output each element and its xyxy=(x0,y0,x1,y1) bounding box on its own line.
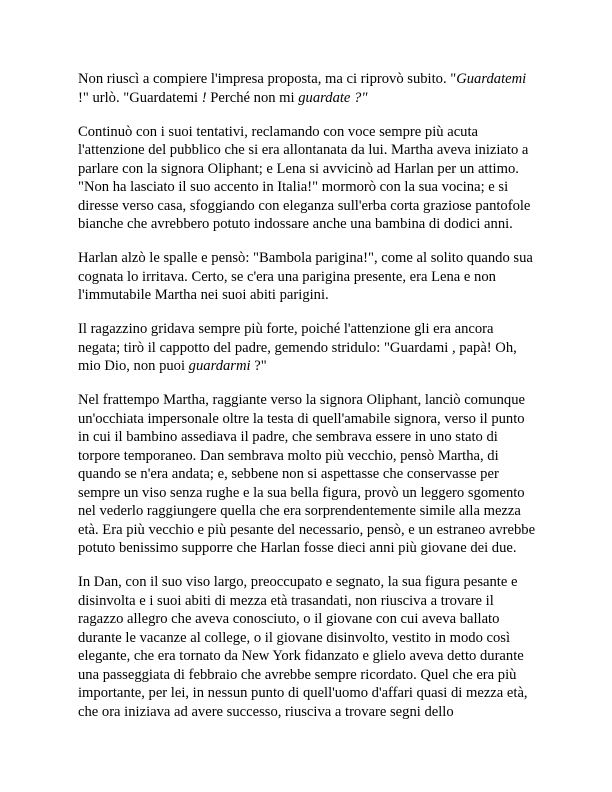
italic-run: guardate ?" xyxy=(298,89,368,106)
text-run: papà! Oh, mio Dio, non puoi xyxy=(78,339,517,374)
text-run: ?" xyxy=(250,358,267,374)
text-run: Il ragazzino gridava sempre più forte, poiché l'attenzione gli era ancora negata; tirò il cappotto del padre, gemendo stridulo: "Guardami xyxy=(78,321,494,356)
paragraph-1 xyxy=(78,70,538,107)
document-page xyxy=(78,70,538,737)
text-run: Perché non mi xyxy=(206,89,299,106)
italic-run: ! xyxy=(201,89,207,106)
italic-run: , xyxy=(451,339,456,356)
text-run: Continuò con i suoi tentativi, reclamando con voce sempre più acuta l'attenzione del pubblico che si era allontanata da lui. Martha aveva iniziato a parlare con la signora Oliphant; e Lena si avvicinò ad Harlan per un attimo. "Non ha lasciato il suo accento in Italia!" mormorò con la sua vocina; e si diresse verso casa, sfoggiando con eleganza sull'erba corta graziose pantofole bianche che avrebbero potuto indossare anche una bambina di dodici anni. xyxy=(78,123,531,232)
text-run: Non riuscì a compiere l'impresa proposta, ma ci riprovò subito. " xyxy=(78,71,457,87)
paragraph-2 xyxy=(78,123,538,234)
paragraph-4 xyxy=(78,320,538,376)
text-run: Harlan alzò le spalle e pensò: "Bambola parigina!", come al solito quando sua cognata lo irritava. Certo, se c'era una parigina presente, era Lena e non l'immutabile Martha nei suoi abiti parigini. xyxy=(78,250,533,303)
text-run: Nel frattempo Martha, raggiante verso la signora Oliphant, lanciò comunque un'occhiata impersonale oltre la testa di quell'amabile signora, verso il punto in cui il bambino assediava il padre, che sembrava essere in uno stato di torpore temporaneo. Dan sembrava molto più vecchio, pensò Martha, di quando se n'era andata; e, sebbene non si aspettasse che conservasse per sempre un viso senza rughe e la sua bella figura, provò un leggero sgomento nel vederlo raggiungere quella che era sorprendentemente simile alla mezza età. Era più vecchio e più pesante del necessario, pensò, e un estraneo avrebbe potuto benissimo supporre che Harlan fosse dieci anni più giovane dei due. xyxy=(78,392,536,556)
text-run: In Dan, con il suo viso largo, preoccupato e segnato, la sua figura pesante e disinvolta e i suoi abiti di mezza età trasandati, non riusciva a trovare il ragazzo allegro che aveva conosciuto, o il giovane con cui aveva ballato durante le vacanze al college, o il giovane disinvolto, vestito in modo così elegante, che era tornato da New York fidanzato e glielo aveva detto durante una passeggiata di febbraio che avrebbe sempre ricordato. Quel che era più importante, per lei, in nessun punto di quell'uomo d'affari quasi di mezza età, che ora iniziava ad avere successo, riusciva a trovare segni dello xyxy=(78,574,528,720)
italic-run: Guardatemi xyxy=(456,71,527,87)
paragraph-6 xyxy=(78,573,538,721)
paragraph-3 xyxy=(78,249,538,305)
italic-run: guardarmi xyxy=(188,358,251,374)
text-run: !" urlò. "Guardatemi xyxy=(78,89,202,106)
paragraph-5 xyxy=(78,391,538,558)
